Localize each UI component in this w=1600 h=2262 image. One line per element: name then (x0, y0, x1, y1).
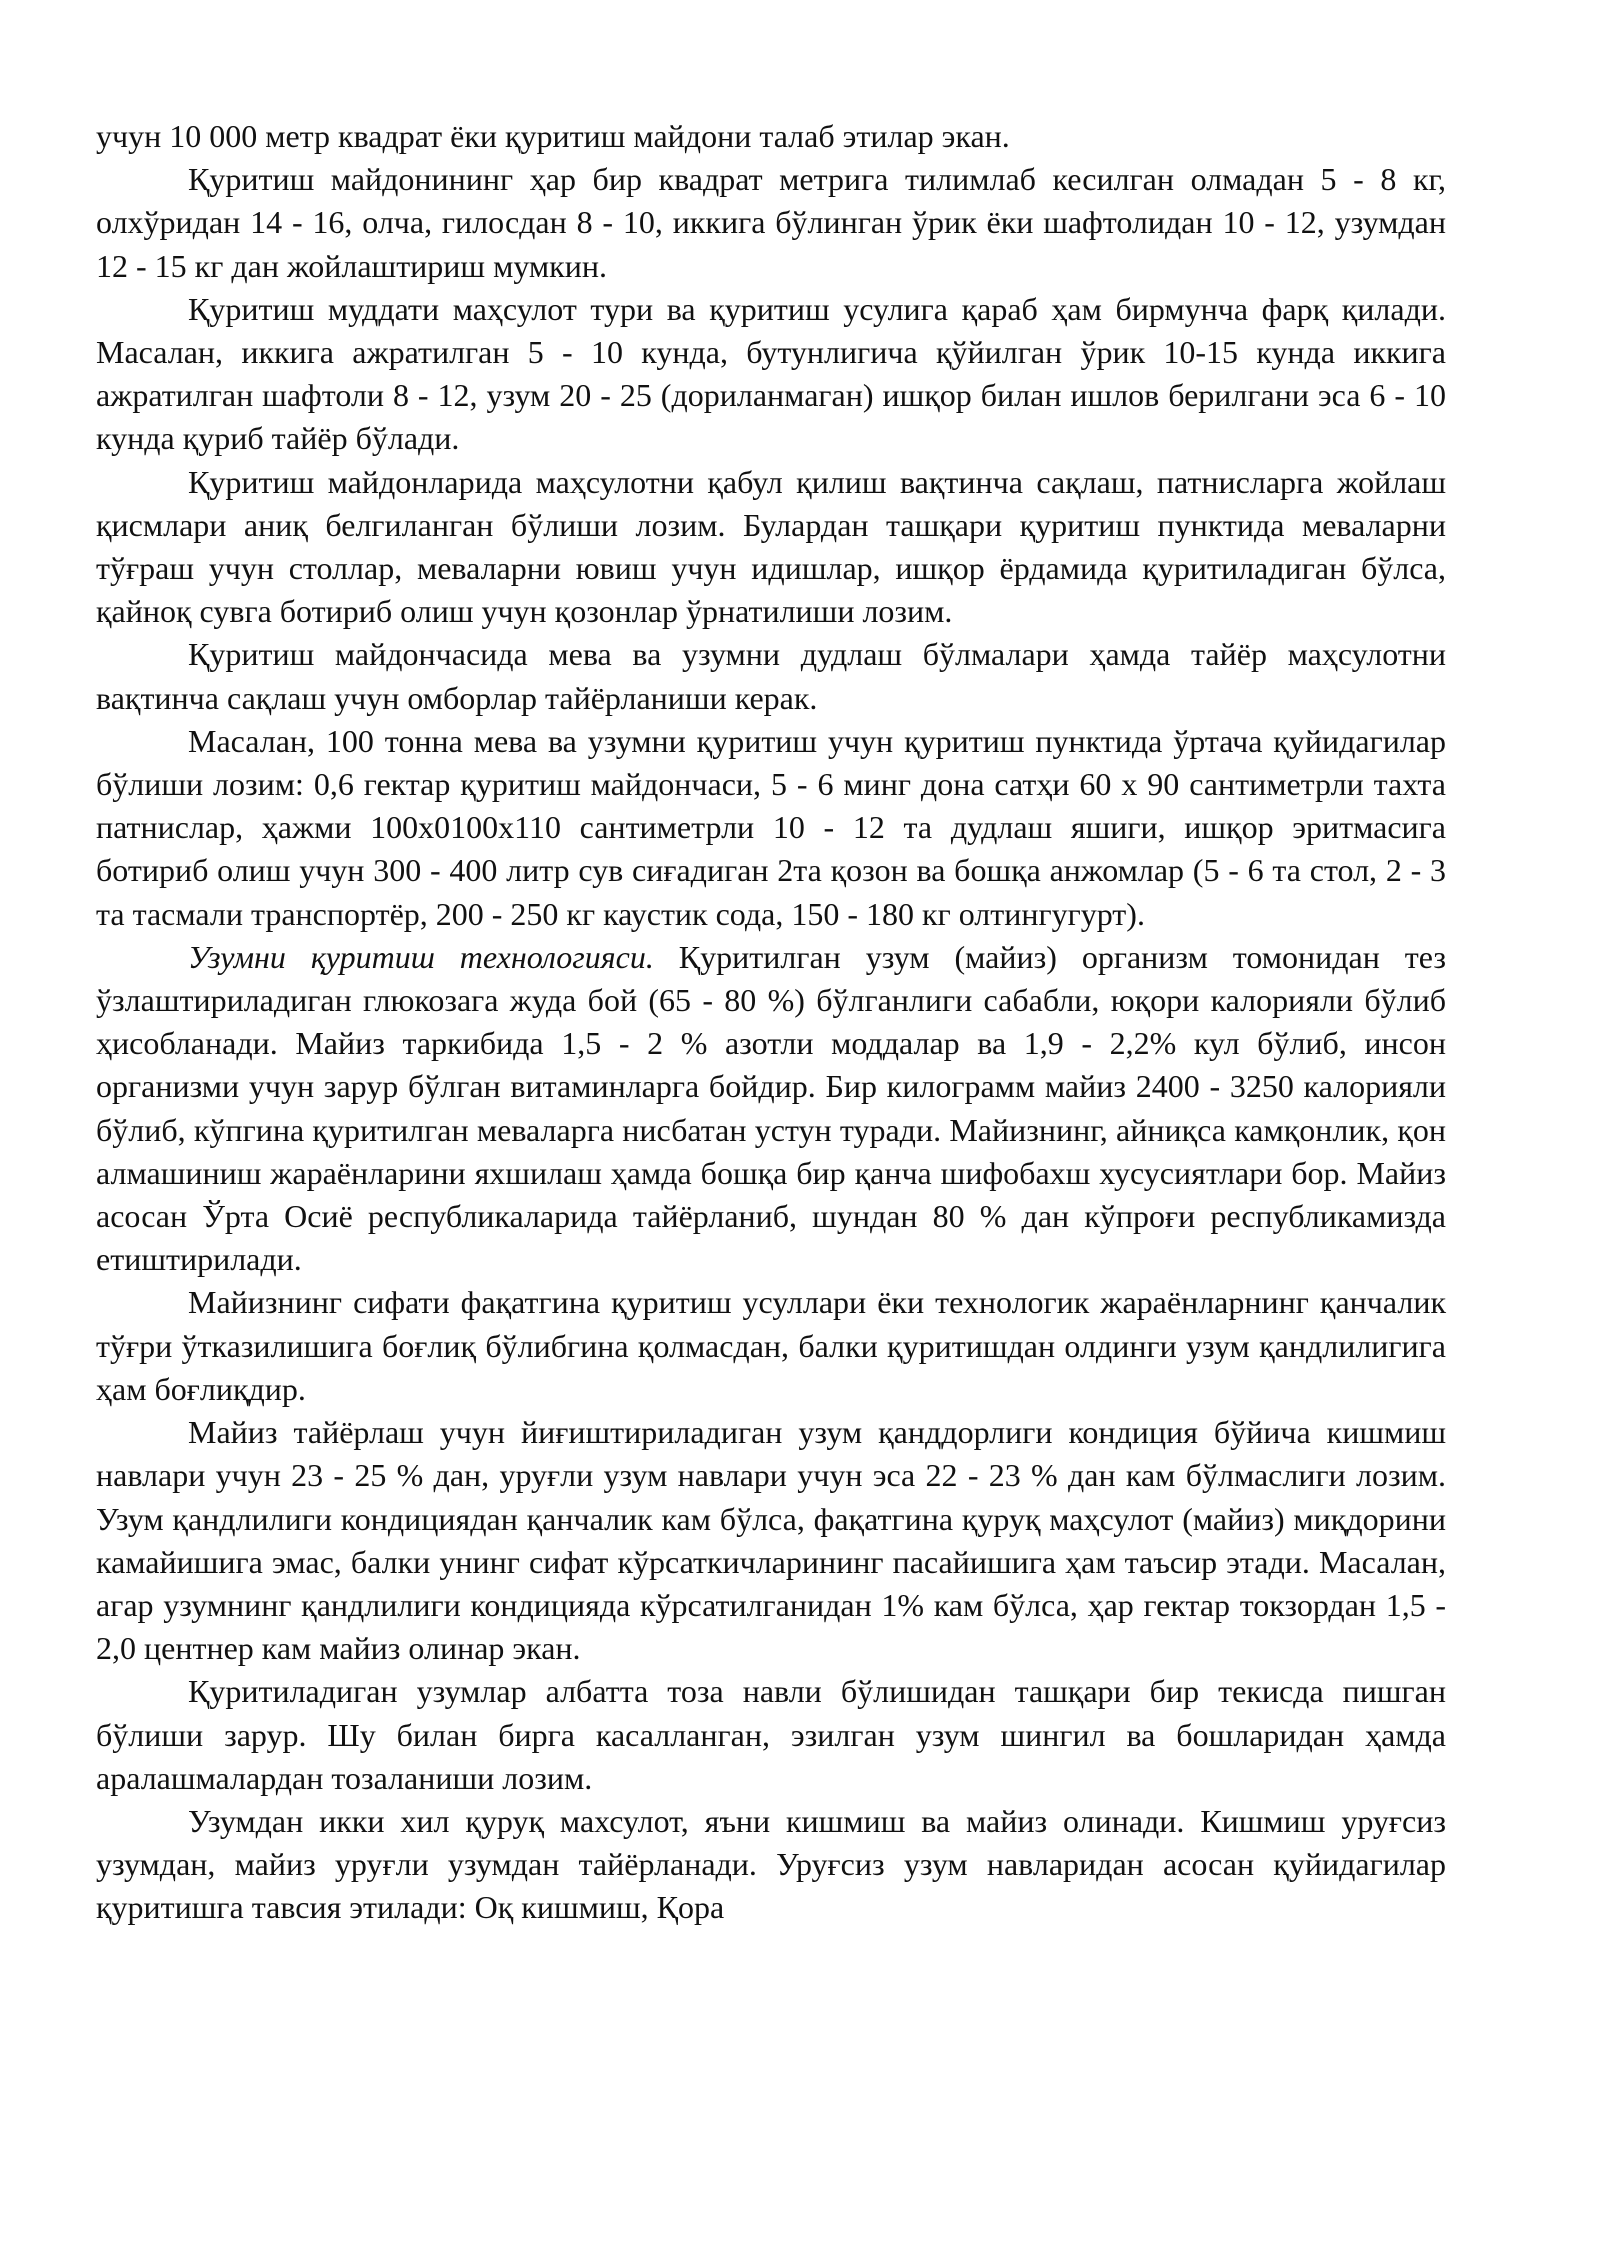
paragraph-continuation: учун 10 000 метр квадрат ёки қуритиш майдони талаб этилар экан. (96, 118, 1010, 154)
paragraph-smoking-rooms: Қуритиш майдончасида мева ва узумни дудлаш бўлмалари ҳамда тайёр маҳсулотни вақтинча сақлаш учун омборлар тайёрланиши керак. (96, 636, 1446, 716)
section-lead-title: Узумни қуритиш технологияси. (188, 938, 654, 975)
paragraph-raisin-technology (96, 936, 1446, 1282)
paragraph-grape-products: Узумдан икки хил қуруқ махсулот, яъни кишмиш ва майиз олинади. Кишмиш уруғсиз узумдан, майиз уруғли узумдан тайёрланади. Уруғсиз узум навларидан асосан қуйидагилар қуритишга тавсия этилади: Оқ кишмиш, Қора (96, 1802, 1446, 1926)
paragraph-sugar-content: Майиз тайёрлаш учун йиғиштириладиган узум қанддорлиги кондиция бўйича кишмиш навлари учун 23 - 25 % дан, уруғли узум навлари учун эса 22 - 23 % дан кам бўлмаслиги лозим. Узум қандлилиги кондициядан қанчалик кам бўлса, фақатгина қуруқ маҳсулот (майиз) миқдорини камайишига эмас, балки унинг сифат кўрсаткичларининг пасайишига ҳам таъсир этади. Масалан, агар узумнинг қандлилиги кондицияда кўрсатилганидан 1% кам бўлса, ҳар гектар токзордан 1,5 - 2,0 центнер кам майиз олинар экан. (96, 1414, 1446, 1667)
document-page (96, 115, 1446, 1930)
paragraph-equipment-example: Масалан, 100 тонна мева ва узумни қуритиш учун қуритиш пунктида ўртача қуйидагилар бўлиши лозим: 0,6 гектар қуритиш майдончаси, 5 - 6 минг дона сатҳи 60 х 90 сантиметрли тахта патнислар, ҳажми 100х0100х110 сантиметрли 10 - 12 та дудлаш яшиги, ишқор эритмасига ботириб олиш учун 300 - 400 литр сув сиғадиган 2та қозон ва бошқа анжомлар (5 - 6 та стол, 2 - 3 та тасмали транспортёр, 200 - 250 кг каустик сода, 150 - 180 кг олтингугурт). (96, 722, 1446, 932)
paragraph-drying-duration: Қуритиш муддати маҳсулот тури ва қуритиш усулига қараб ҳам бирмунча фарқ қилади. Масалан, иккига ажратилган 5 - 10 кунда, бутунлигича қўйилган ўрик 10-15 кунда иккига ажратилган шафтоли 8 - 12, узум 20 - 25 (дориланмаган) ишқор билан ишлов берилгани эса 6 - 10 кунда қуриб тайёр бўлади. (96, 290, 1446, 457)
paragraph-grape-preparation: Қуритиладиган узумлар албатта тоза навли бўлишидан ташқари бир текисда пишган бўлиши зарур. Шу билан бирга касалланган, эзилган узум шингил ва бошларидан ҳамда аралашмалардан тозаланиши лозим. (96, 1673, 1446, 1796)
paragraph-drying-area-sections: Қуритиш майдонларида маҳсулотни қабул қилиш вақтинча сақлаш, патнисларга жойлаш қисмлари аниқ белгиланган бўлиши лозим. Булардан ташқари қуритиш пунктида меваларни тўғраш учун столлар, меваларни ювиш учун идишлар, ишқор ёрдамида қуритиладиган бўлса, қайноқ сувга ботириб олиш учун қозонлар ўрнатилиши лозим. (96, 463, 1446, 630)
paragraph-drying-area-loading: Қуритиш майдонининг ҳар бир квадрат метрига тилимлаб кесилган олмадан 5 - 8 кг, олхўридан 14 - 16, олча, гилосдан 8 - 10, иккига бўлинган ўрик ёки шафтолидан 10 - 12, узумдан 12 - 15 кг дан жойлаштириш мумкин. (96, 161, 1446, 284)
section-lead-body: Қуритилган узум (майиз) организм томонидан тез ўзлаштириладиган глюкозага жуда бой (65 - 80 %) бўлганлиги сабабли, юқори калорияли бўлиб ҳисобланади. Майиз таркибида 1,5 - 2 % азотли моддалар ва 1,9 - 2,2% кул бўлиб, инсон организми учун зарур бўлган витаминларга бойдир. Бир килограмм майиз 2400 - 3250 калорияли бўлиб, кўпгина қуритилган меваларга нисбатан устун туради. Майизнинг, айниқса камқонлик, қон алмашиниш жараёнларини яхшилаш ҳамда бошқа бир қанча шифобахш хусусиятлари бор. Майиз асосан Ўрта Осиё республикаларида тайёрланиб, шундан 80 % дан кўпроғи республикамизда етиштирилади. (96, 938, 1447, 1278)
paragraph-raisin-quality: Майизнинг сифати фақатгина қуритиш усуллари ёки технологик жараёнларнинг қанчалик тўғри ўтказилишига боғлиқ бўлибгина қолмасдан, балки қуритишдан олдинги узум қандлилигига ҳам боғлиқдир. (96, 1284, 1446, 1407)
